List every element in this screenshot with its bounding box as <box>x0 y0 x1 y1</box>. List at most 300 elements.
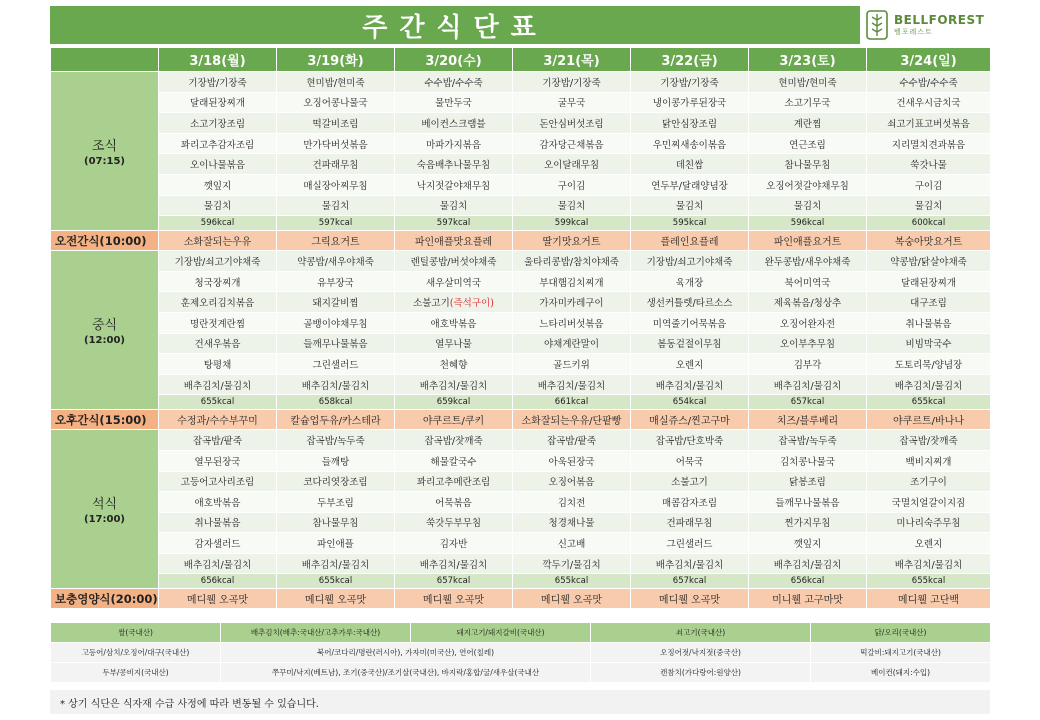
dish-cell <box>277 271 395 292</box>
dish-cell <box>277 333 395 354</box>
dish-name: 배추김치/물김치 <box>773 380 842 392</box>
dish-name: 배추김치/물김치 <box>773 559 842 571</box>
dish-name: 울타리콩밥/참치야채죽 <box>524 256 619 268</box>
dish-cell <box>395 354 513 375</box>
dish-name: 물김치 <box>793 201 822 213</box>
origin-cell: 북어/코다리/명란(러시아), 가자미(미국산), 연어(칠레) <box>221 643 591 663</box>
snack-cell: 플레인요플레 <box>631 231 749 251</box>
menu-row <box>51 553 991 574</box>
dish-name: 열무된장국 <box>194 456 241 468</box>
dish-cell <box>159 195 277 216</box>
dish-name: 해물칼국수 <box>430 456 477 468</box>
dish-name: 오이달래무침 <box>543 160 600 172</box>
dish-cell <box>749 333 867 354</box>
dish-name: 천혜향 <box>439 359 468 371</box>
dish-name: 애호박볶음 <box>194 497 241 509</box>
dish-cell <box>395 271 513 292</box>
dish-cell <box>159 174 277 195</box>
dish-cell <box>749 113 867 134</box>
dish-cell <box>395 533 513 554</box>
dish-cell <box>631 333 749 354</box>
dish-cell <box>513 72 631 93</box>
dish-name: 들깨무나물볶음 <box>303 339 368 351</box>
dish-name: 수수밥/수수죽 <box>899 77 958 89</box>
dish-name: 연근조림 <box>789 139 826 151</box>
dish-name: 건새우볶음 <box>194 339 241 351</box>
dish-cell <box>513 92 631 113</box>
dish-name: 꽈리고추감자조림 <box>180 139 255 151</box>
dish-cell <box>159 553 277 574</box>
page-title: 주간식단표 <box>362 12 548 43</box>
dish-name: 깻잎지 <box>793 539 822 551</box>
dish-name: 배추김치/물김치 <box>537 380 606 392</box>
dish-cell <box>867 154 991 175</box>
menu-row <box>51 251 991 272</box>
dish-cell <box>749 72 867 93</box>
kcal-cell: 596kcal <box>159 216 277 231</box>
dish-name: 가자미카레구이 <box>539 298 604 310</box>
snack-cell: 미니웰 고구마맛 <box>749 589 867 609</box>
origin-row <box>51 663 991 683</box>
dish-cell <box>159 154 277 175</box>
dish-name: 그린샐러드 <box>312 359 359 371</box>
dish-cell <box>513 471 631 492</box>
menu-row <box>51 354 991 375</box>
dish-name: 소고기무국 <box>784 98 831 110</box>
dish-name: 파인애플 <box>317 539 354 551</box>
dish-name: 매콤감자조림 <box>661 497 718 509</box>
kcal-cell: 661kcal <box>513 395 631 410</box>
dish-name: 물김치 <box>914 201 943 213</box>
dish-cell <box>749 292 867 313</box>
dish-name: 봄동겉절이무침 <box>657 339 722 351</box>
dish-name: 오렌지 <box>914 539 943 551</box>
dish-cell <box>159 92 277 113</box>
snack-label-am_snack: 오전간식(10:00) <box>51 231 159 251</box>
dish-cell <box>631 374 749 395</box>
meal-name: 조식 <box>91 139 118 155</box>
day-header-row <box>51 48 991 72</box>
dish-name: 아욱된장국 <box>548 456 595 468</box>
kcal-cell: 655kcal <box>159 395 277 410</box>
dish-name: 어묵국 <box>675 456 704 468</box>
dish-name: 수수밥/수수죽 <box>424 77 483 89</box>
kcal-cell: 656kcal <box>749 574 867 589</box>
dish-cell <box>631 533 749 554</box>
dish-name: 제육볶음/청상추 <box>773 298 842 310</box>
dish-name: 오렌지 <box>675 359 704 371</box>
dish-cell <box>395 312 513 333</box>
dish-cell <box>631 492 749 513</box>
origin-table <box>50 622 991 683</box>
dish-cell <box>631 174 749 195</box>
snack-cell: 치즈/블루베리 <box>749 410 867 430</box>
dish-cell <box>513 133 631 154</box>
dish-cell <box>277 553 395 574</box>
origin-cell: 쇠고기(국내산) <box>591 623 811 643</box>
dish-cell <box>277 492 395 513</box>
dish-cell <box>749 154 867 175</box>
dish-name: 골뱅이야채무침 <box>303 318 368 330</box>
kcal-cell: 599kcal <box>513 216 631 231</box>
dish-cell <box>277 195 395 216</box>
dish-name: 구이김 <box>914 180 943 192</box>
dish-cell <box>867 251 991 272</box>
dish-cell <box>513 271 631 292</box>
dish-name: 배추김치/물김치 <box>655 559 724 571</box>
dish-cell <box>395 374 513 395</box>
dish-name: 오이부추무침 <box>779 339 836 351</box>
dish-cell <box>867 450 991 471</box>
dish-cell <box>159 374 277 395</box>
dish-name: 잡곡밥/녹두죽 <box>306 436 365 448</box>
origin-cell: 쭈꾸미/낙지(베트남), 조기(중국산)/조기살(국내산), 바지락/홍합/굴/새우살(국내산 <box>221 663 591 683</box>
origin-cell: 고등어/삼치/오징어/대구(국내산) <box>51 643 221 663</box>
dish-name: 느타리버섯볶음 <box>539 318 604 330</box>
menu-row <box>51 374 991 395</box>
dish-name: 마파가지볶음 <box>425 139 482 151</box>
meal-name: 중식 <box>91 318 118 334</box>
dish-cell <box>277 533 395 554</box>
dish-cell <box>631 512 749 533</box>
dish-name: 기장밥/쇠고기야채죽 <box>646 256 733 268</box>
dish-name: 매실장아찌무침 <box>303 180 368 192</box>
origin-cell: 배추김치(배추:국내산/고추가루:국내산) <box>221 623 411 643</box>
kcal-cell: 655kcal <box>867 395 991 410</box>
menu-row <box>51 174 991 195</box>
dish-name: 청국장찌개 <box>194 277 241 289</box>
dish-cell <box>159 471 277 492</box>
dish-name: 국멸치얼갈이지짐 <box>891 497 966 509</box>
dish-cell <box>631 154 749 175</box>
dish-cell <box>277 251 395 272</box>
dish-cell <box>749 92 867 113</box>
snack-cell: 메디웰 오곡맛 <box>277 589 395 609</box>
dish-name: 도토리묵/양념장 <box>894 359 963 371</box>
snack-cell: 칼슘업두유/카스테라 <box>277 410 395 430</box>
dish-name: 대구조림 <box>910 298 947 310</box>
dish-cell <box>867 133 991 154</box>
dish-cell <box>749 492 867 513</box>
dish-name: 어묵볶음 <box>435 497 472 509</box>
dish-cell <box>395 512 513 533</box>
kcal-row <box>51 574 991 589</box>
dish-name: 구이김 <box>557 180 586 192</box>
dish-cell <box>395 92 513 113</box>
special-note: (즉석구이) <box>449 298 494 310</box>
kcal-cell: 656kcal <box>159 574 277 589</box>
dish-cell <box>749 533 867 554</box>
menu-row <box>51 92 991 113</box>
dish-name: 미나리숙주무침 <box>896 518 961 530</box>
dish-name: 부대햄김치찌개 <box>539 277 604 289</box>
origin-cell: 캔참치(가다랑어:원양산) <box>591 663 811 683</box>
dish-name: 닭봉조림 <box>789 477 826 489</box>
snack-cell: 메디웰 오곡맛 <box>631 589 749 609</box>
dish-cell <box>277 133 395 154</box>
menu-row <box>51 72 991 93</box>
dish-cell <box>395 292 513 313</box>
dish-name: 취나물볶음 <box>905 318 952 330</box>
dish-cell <box>277 512 395 533</box>
dish-cell <box>631 553 749 574</box>
brand-logo <box>862 6 992 44</box>
dish-name: 건파래무침 <box>666 518 713 530</box>
day-header: 3/24(일) <box>867 48 991 72</box>
weekly-menu-table <box>50 47 991 609</box>
dish-cell <box>513 492 631 513</box>
dish-cell <box>277 92 395 113</box>
menu-row <box>51 154 991 175</box>
menu-row <box>51 113 991 134</box>
dish-cell <box>395 133 513 154</box>
snack-cell: 메디웰 오곡맛 <box>513 589 631 609</box>
dish-cell <box>395 154 513 175</box>
dish-cell <box>513 292 631 313</box>
dish-cell <box>867 195 991 216</box>
dish-name: 소고기장조림 <box>189 118 246 130</box>
dish-name: 감자샐러드 <box>194 539 241 551</box>
kcal-row <box>51 395 991 410</box>
dish-name: 기장밥/기장죽 <box>660 77 719 89</box>
dish-cell <box>395 113 513 134</box>
dish-name: 돈안심버섯조림 <box>539 118 604 130</box>
dish-cell <box>159 333 277 354</box>
dish-name: 새우살미역국 <box>425 277 482 289</box>
day-header: 3/19(화) <box>277 48 395 72</box>
dish-name: 명란젓계란찜 <box>189 318 246 330</box>
dish-cell <box>631 312 749 333</box>
dish-cell <box>395 72 513 93</box>
dish-cell <box>749 195 867 216</box>
dish-name: 연두부/달래양념장 <box>651 180 728 192</box>
origin-cell: 쌀(국내산) <box>51 623 221 643</box>
kcal-cell: 655kcal <box>867 574 991 589</box>
day-header: 3/21(목) <box>513 48 631 72</box>
dish-cell <box>159 492 277 513</box>
dish-cell <box>631 133 749 154</box>
dish-cell <box>749 430 867 451</box>
origin-cell: 떡갈비:돼지고기(국내산) <box>811 643 991 663</box>
menu-row <box>51 312 991 333</box>
dish-cell <box>867 92 991 113</box>
dish-cell <box>867 374 991 395</box>
dish-name: 애호박볶음 <box>430 318 477 330</box>
dish-name: 오징어콩나물국 <box>303 98 368 110</box>
dish-cell <box>631 195 749 216</box>
dish-cell <box>631 471 749 492</box>
dish-name: 쑥갓두부무침 <box>425 518 482 530</box>
dish-cell <box>631 354 749 375</box>
menu-row <box>51 533 991 554</box>
dish-name: 야채계란말이 <box>543 339 600 351</box>
dish-name: 두부조림 <box>317 497 354 509</box>
dish-name: 기장밥/기장죽 <box>542 77 601 89</box>
dish-cell <box>867 113 991 134</box>
kcal-cell: 596kcal <box>749 216 867 231</box>
dish-cell <box>749 374 867 395</box>
dish-cell <box>159 133 277 154</box>
dish-cell <box>631 430 749 451</box>
day-header: 3/23(토) <box>749 48 867 72</box>
dish-name: 오징어완자전 <box>779 318 836 330</box>
dish-name: 유부장국 <box>317 277 354 289</box>
dish-name: 들깨무나물볶음 <box>775 497 840 509</box>
dish-cell <box>513 312 631 333</box>
snack-cell: 파인애플맛요플레 <box>395 231 513 251</box>
dish-cell <box>867 430 991 451</box>
dish-cell <box>749 354 867 375</box>
dish-cell <box>159 430 277 451</box>
snack-cell: 소화잘되는우유/단팥빵 <box>513 410 631 430</box>
snack-row <box>51 231 991 251</box>
dish-name: 기장밥/기장죽 <box>188 77 247 89</box>
dish-cell <box>749 553 867 574</box>
dish-cell <box>867 292 991 313</box>
kcal-cell: 654kcal <box>631 395 749 410</box>
menu-row <box>51 195 991 216</box>
dish-name: 코다리엿장조림 <box>303 477 368 489</box>
dish-name: 약콩밥/새우야채죽 <box>297 256 374 268</box>
kcal-cell: 655kcal <box>277 574 395 589</box>
dish-cell <box>631 450 749 471</box>
menu-row <box>51 430 991 451</box>
dish-name: 배추김치/물김치 <box>655 380 724 392</box>
dish-name: 김부각 <box>793 359 822 371</box>
dish-name: 북어미역국 <box>784 277 831 289</box>
dish-cell <box>513 553 631 574</box>
dish-cell <box>159 271 277 292</box>
dish-cell <box>277 430 395 451</box>
kcal-cell: 597kcal <box>277 216 395 231</box>
dish-name: 생선커틀렛/타르소스 <box>646 298 733 310</box>
menu-row <box>51 492 991 513</box>
dish-name: 배추김치/물김치 <box>419 380 488 392</box>
menu-row <box>51 512 991 533</box>
snack-cell: 야쿠르트/바나나 <box>867 410 991 430</box>
dish-cell <box>159 312 277 333</box>
kcal-cell: 658kcal <box>277 395 395 410</box>
snack-cell: 파인애플요거트 <box>749 231 867 251</box>
kcal-row <box>51 216 991 231</box>
meal-time: (12:00) <box>84 335 125 347</box>
leaf-logo-icon <box>866 10 888 40</box>
dish-cell <box>513 195 631 216</box>
dish-cell <box>513 450 631 471</box>
dish-cell <box>277 72 395 93</box>
dish-name: 청경채나물 <box>548 518 595 530</box>
kcal-cell: 657kcal <box>631 574 749 589</box>
dish-cell <box>867 533 991 554</box>
kcal-cell: 595kcal <box>631 216 749 231</box>
dish-name: 비빔막국수 <box>905 339 952 351</box>
meal-label-breakfast <box>51 72 159 231</box>
logo-text-en: BELLFOREST <box>894 13 985 27</box>
dish-name: 골드키위 <box>553 359 590 371</box>
dish-cell <box>631 251 749 272</box>
dish-name: 참나물무침 <box>312 518 359 530</box>
kcal-cell: 657kcal <box>749 395 867 410</box>
dish-cell <box>631 92 749 113</box>
dish-name: 김치콩나물국 <box>779 456 836 468</box>
dish-name: 참나물무침 <box>784 160 831 172</box>
dish-cell <box>513 374 631 395</box>
dish-cell <box>159 450 277 471</box>
dish-name: 베이컨스크램블 <box>421 118 486 130</box>
snack-label-supplement: 보충영양식(20:00) <box>51 589 159 609</box>
dish-cell <box>867 512 991 533</box>
dish-cell <box>159 72 277 93</box>
dish-cell <box>867 72 991 93</box>
dish-cell <box>867 312 991 333</box>
dish-name: 냉이콩가루된장국 <box>652 98 727 110</box>
dish-cell <box>277 174 395 195</box>
dish-name: 배추김치/물김치 <box>301 559 370 571</box>
dish-name: 물김치 <box>321 201 350 213</box>
dish-cell <box>277 113 395 134</box>
snack-cell: 매실쥬스/찐고구마 <box>631 410 749 430</box>
dish-cell <box>277 354 395 375</box>
dish-name: 물김치 <box>675 201 704 213</box>
dish-cell <box>749 133 867 154</box>
snack-cell: 소화잘되는우유 <box>159 231 277 251</box>
dish-name: 달래된장찌개 <box>189 98 246 110</box>
dish-name: 배추김치/물김치 <box>301 380 370 392</box>
dish-name: 물김치 <box>203 201 232 213</box>
dish-name: 닭안심장조림 <box>661 118 718 130</box>
meal-name: 석식 <box>91 497 118 513</box>
dish-cell <box>631 271 749 292</box>
origin-cell: 돼지고기/돼지갈비(국내산) <box>411 623 591 643</box>
dish-cell <box>513 430 631 451</box>
dish-name: 오이나물볶음 <box>189 160 246 172</box>
dish-name: 잡곡밥/팥죽 <box>546 436 597 448</box>
snack-cell: 그릭요거트 <box>277 231 395 251</box>
dish-name: 고등어고사리조림 <box>180 477 255 489</box>
dish-name: 잡곡밥/잣깨죽 <box>424 436 483 448</box>
dish-name: 쇠고기표고버섯볶음 <box>887 118 970 130</box>
dish-cell <box>513 113 631 134</box>
logo-text-ko: 벨포레스트 <box>894 28 933 36</box>
dish-name: 백비지찌개 <box>905 456 952 468</box>
dish-name: 지리멸치견과볶음 <box>891 139 966 151</box>
dish-name: 소불고기 <box>413 298 450 310</box>
dish-cell <box>159 292 277 313</box>
dish-name: 열무나물 <box>435 339 472 351</box>
snack-cell: 메디웰 오곡맛 <box>395 589 513 609</box>
meal-label-lunch <box>51 251 159 410</box>
dish-name: 탕평채 <box>203 359 232 371</box>
dish-cell <box>513 154 631 175</box>
dish-cell <box>277 154 395 175</box>
dish-cell <box>749 312 867 333</box>
dish-cell <box>867 174 991 195</box>
snack-cell: 복숭아맛요거트 <box>867 231 991 251</box>
dish-name: 만가닥버섯볶음 <box>303 139 368 151</box>
dish-name: 쑥갓나물 <box>910 160 947 172</box>
dish-cell <box>277 374 395 395</box>
dish-cell <box>749 271 867 292</box>
dish-name: 물만두국 <box>435 98 472 110</box>
dish-name: 배추김치/물김치 <box>894 559 963 571</box>
dish-cell <box>867 333 991 354</box>
dish-cell <box>395 492 513 513</box>
dish-cell <box>867 471 991 492</box>
dish-name: 깍두기/물김치 <box>542 559 601 571</box>
dish-cell <box>395 471 513 492</box>
menu-row <box>51 471 991 492</box>
origin-cell: 오징어젓/낙지젓(중국산) <box>591 643 811 663</box>
